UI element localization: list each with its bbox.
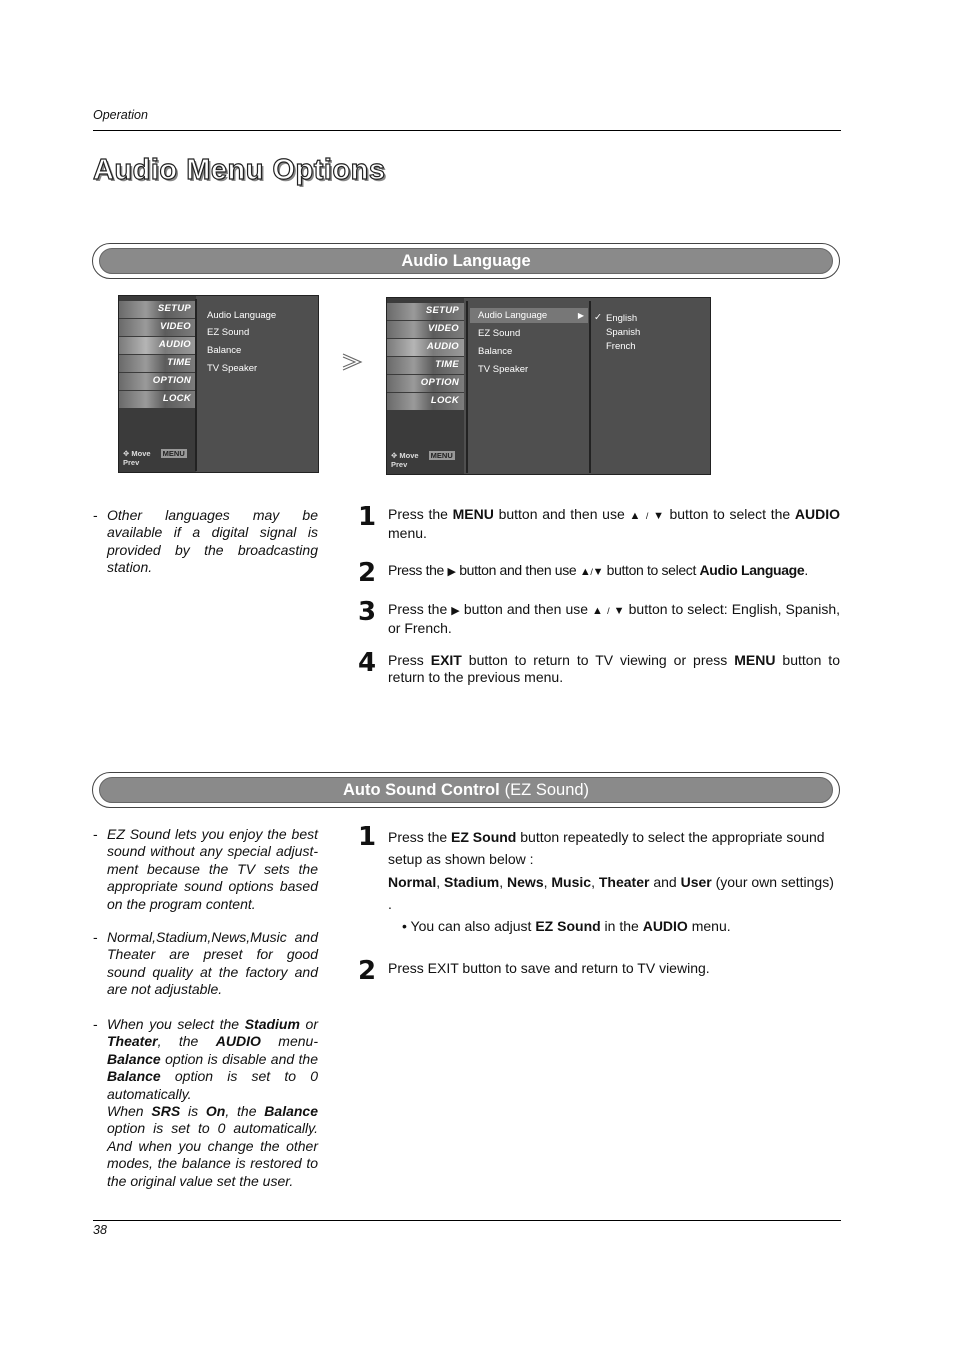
section-subtitle: (EZ Sound)	[504, 780, 590, 799]
note-ez-sound-2: - Normal,Stadium,News,Music and Theater are preset for good sound quality at the factory and are not adjustable.	[93, 929, 318, 998]
osd-tab-lock: LOCK	[387, 393, 464, 410]
down-arrow-icon: ▼	[653, 510, 665, 522]
section-bar-audio-language	[92, 243, 840, 279]
note-audio-language: - Other languages may be available if a digital signal is provided by the broadcasting station.	[93, 507, 318, 576]
osd-tab-setup: SETUP	[119, 301, 196, 318]
osd-menu-item: EZ Sound	[478, 328, 521, 339]
osd-tab-setup: SETUP	[387, 303, 464, 320]
osd-screen-audio-language	[386, 297, 711, 475]
check-icon: ✓	[594, 312, 602, 323]
down-arrow-icon: ▼	[592, 566, 604, 578]
osd-menu-item: Balance	[478, 346, 513, 357]
page-number: 38	[93, 1223, 107, 1237]
section-title: Auto Sound Control	[342, 780, 500, 799]
osd-tab-column	[387, 298, 464, 474]
osd-tab-time: TIME	[119, 355, 196, 372]
osd-menu-item-selected: Audio Language ▶	[470, 308, 588, 323]
osd-menu-list	[468, 298, 588, 475]
osd-menu-item: Audio Language	[207, 310, 277, 321]
running-header: Operation	[93, 108, 148, 122]
right-arrow-icon: ▶	[577, 311, 584, 320]
note-ez-sound-3: - When you select the Stadium or Theater, the AUDIO menu-Balance option is disable and the Balance option is set to 0 automatically. When SRS is On, the Balance option is set to 0 automatically. And when you change the other modes, the balance is restored to the original value set the user.	[93, 1016, 318, 1189]
osd-tab-audio: AUDIO	[387, 339, 464, 356]
next-step-chevron-icon	[341, 352, 363, 372]
osd-tab-audio: AUDIO	[119, 337, 196, 354]
section-bar-auto-sound-control	[92, 772, 840, 808]
up-arrow-icon: ▲	[592, 605, 604, 617]
up-arrow-icon: ▲	[629, 510, 642, 522]
right-arrow-icon: ▶	[451, 605, 460, 617]
osd-menu-list	[197, 296, 319, 473]
header-rule	[93, 130, 841, 131]
osd-footer: ✥ Move MENU Prev	[123, 449, 185, 467]
osd-sub-options	[591, 298, 711, 475]
osd-tab-column	[119, 296, 196, 472]
up-arrow-icon: ▲	[579, 566, 591, 578]
osd-screen-audio-menu	[118, 295, 319, 473]
osd-tab-video: VIDEO	[119, 319, 196, 336]
down-arrow-icon: ▼	[613, 605, 625, 617]
osd-sub-option: Spanish	[606, 327, 641, 338]
move-icon: ✥	[391, 451, 398, 460]
footer-rule	[93, 1220, 841, 1221]
osd-tab-lock: LOCK	[119, 391, 196, 408]
osd-footer: ✥ Move MENU Prev	[391, 451, 453, 469]
right-arrow-icon: ▶	[447, 566, 456, 578]
osd-tab-video: VIDEO	[387, 321, 464, 338]
osd-sub-option: English	[606, 313, 638, 324]
osd-menu-item: TV Speaker	[207, 363, 258, 374]
page-title: Audio Menu Options	[93, 154, 386, 186]
osd-sub-option: French	[606, 341, 636, 352]
osd-menu-item: TV Speaker	[478, 364, 529, 375]
section-title: Audio Language	[401, 251, 531, 270]
osd-tab-option: OPTION	[387, 375, 464, 392]
osd-tab-option: OPTION	[119, 373, 196, 390]
note-ez-sound-1: - EZ Sound lets you enjoy the best sound without any special adjust-ment because the TV sets the appropriate sound options based on the program content.	[93, 826, 318, 912]
osd-menu-item: Balance	[207, 345, 242, 356]
osd-tab-time: TIME	[387, 357, 464, 374]
osd-menu-item: EZ Sound	[207, 327, 250, 338]
move-icon: ✥	[123, 449, 130, 458]
